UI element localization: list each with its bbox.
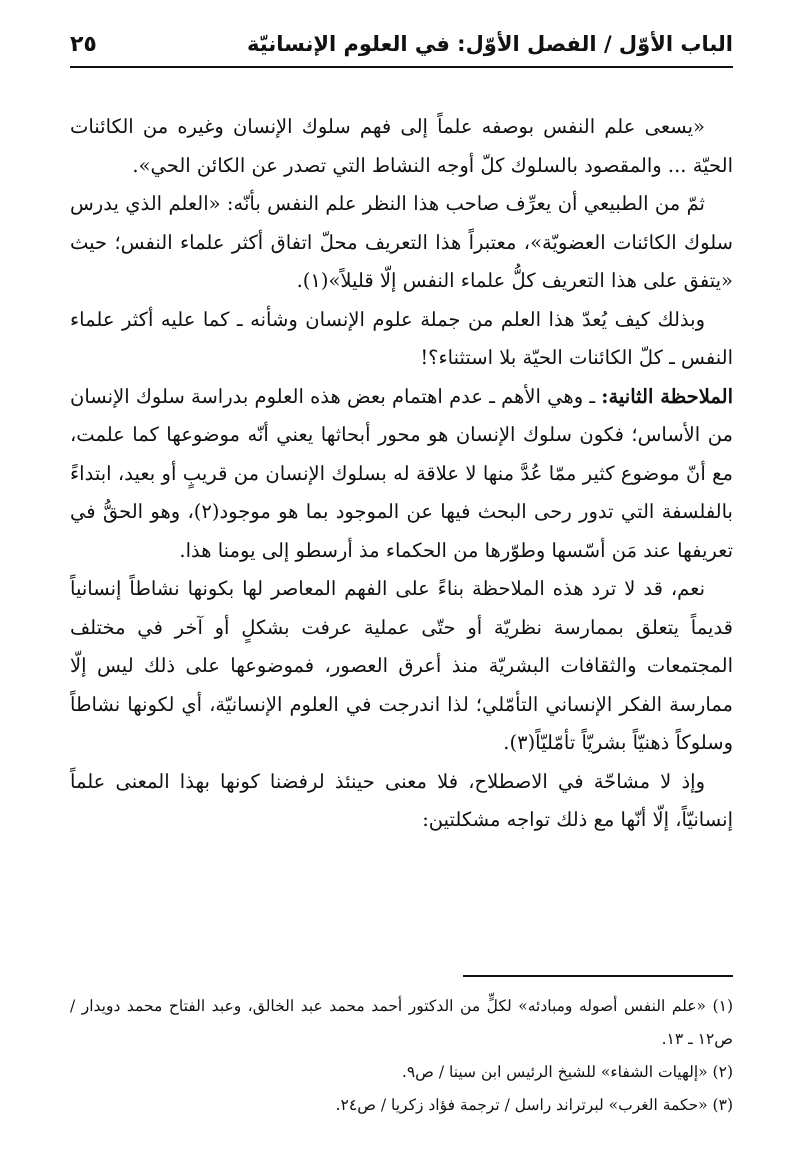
footnotes: [70, 990, 733, 1122]
header-title: الباب الأوّل / الفصل الأوّل: في العلوم الإنسانيّة: [247, 32, 733, 56]
running-header: [70, 22, 733, 68]
paragraph-text: وإذ لا مشاحّة في الاصطلاح، فلا معنى حينئذ لرفضنا كونها بهذا المعنى علماً إنسانيّاً، إلّا أنّها مع ذلك تواجه مشكلتين:: [70, 769, 733, 831]
paragraph: [70, 763, 733, 840]
paragraph-text: وبذلك كيف يُعدّ هذا العلم من جملة علوم الإنسان وشأنه ـ كما عليه أكثر علماء النفس ـ كلّ الكائنات الحيّة بلا استثناء؟!: [70, 307, 733, 369]
paragraph: [70, 185, 733, 301]
paragraph: [70, 570, 733, 763]
paragraph-lead: الملاحظة الثانية:: [601, 384, 733, 408]
paragraph-text: نعم، قد لا ترد هذه الملاحظة بناءً على الفهم المعاصر لها بكونها نشاطاً إنسانياً قديماً يتعلق بممارسة نظريّة أو حتّى عملية عرفت بشكلٍ أو آخر في مختلف المجتمعات والثقافات البشريّة منذ أعرق العصور، فموضوعها على ذلك ليس إلّا ممارسة الفكر الإنساني التأمّلي؛ لذا اندرجت في العلوم الإنسانيّة، أي لكونها نشاطاً وسلوكاً ذهنيّاً بشريّاً تأمّليّاً(٣).: [70, 577, 733, 754]
footnote: (١) «علم النفس أصوله ومبادئه» لكلٍّ من الدكتور أحمد محمد عبد الخالق، وعبد الفتاح محمد دويدار / ص١٢ ـ ١٣.: [70, 997, 733, 1048]
paragraph-text: «يسعى علم النفس بوصفه علماً إلى فهم سلوك الإنسان وغيره من الكائنات الحيّة ... والمقصود بالسلوك كلّ أوجه النشاط التي تصدر عن الكائن الحي».: [70, 115, 733, 177]
footnote: (٢) «إلهيات الشفاء» للشيخ الرئيس ابن سينا / ص٩.: [401, 1063, 733, 1081]
page-number: ٢٥: [70, 31, 97, 57]
main-text: [70, 108, 733, 840]
paragraph: [70, 301, 733, 378]
paragraph-text: ثمّ من الطبيعي أن يعرِّف صاحب هذا النظر علم النفس بأنّه: «العلم الذي يدرس سلوك الكائنات العضويّة»، معتبراً هذا التعريف محلّ اتفاق أكثر علماء النفس؛ حيث «يتفق على هذا التعريف كلُّ علماء النفس إلّا قليلاً»(١).: [70, 192, 733, 292]
paragraph-text: ـ وهي الأهم ـ عدم اهتمام بعض هذه العلوم بدراسة سلوك الإنسان من الأساس؛ فكون سلوك الإنسان هو محور أبحاثها يعني أنّه موضوعها كما علمت، مع أنّ موضوع كثير ممّا عُدَّ منها لا علاقة له بسلوك الإنسان من قريبٍ أو بعيد، ابتداءً بالفلسفة التي تدور رحى البحث فيها عن الموجود بما هو موجود(٢)، وهو الحقُّ في تعريفها عند مَن أسّسها وطوّرها من الحكماء مذ أرسطو إلى يومنا هذا.: [70, 384, 733, 562]
paragraph: [70, 108, 733, 185]
footnote-separator: [463, 975, 733, 977]
paragraph: [70, 378, 733, 571]
footnote: (٣) «حكمة الغرب» لبرتراند راسل / ترجمة فؤاد زكريا / ص٢٤.: [335, 1096, 733, 1114]
